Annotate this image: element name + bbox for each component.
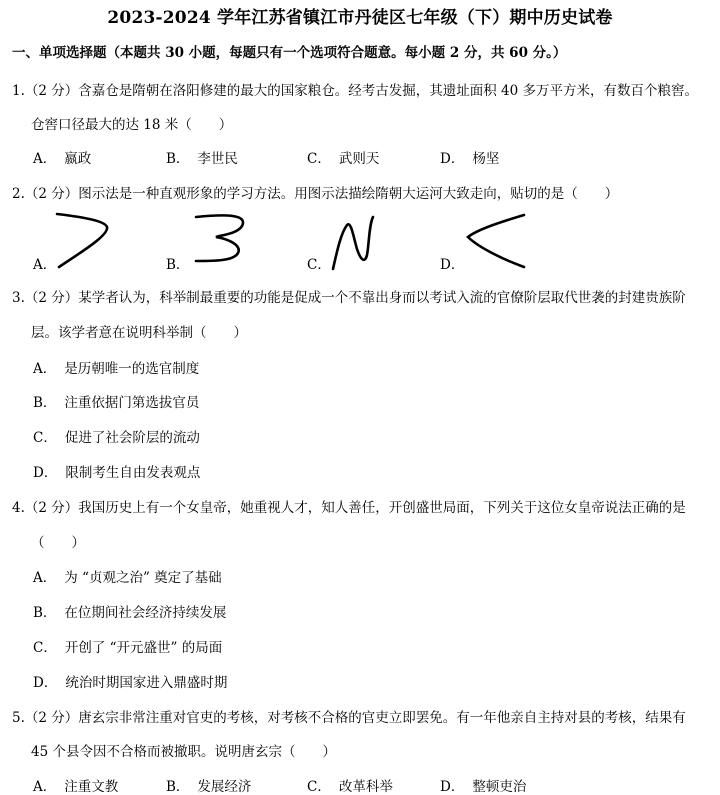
question-5-line-1: 5.（2 分）唐玄宗非常注重对官吏的考核，对考核不合格的官吏立即罢免。有一年他亲自主持对县的考核，结果有 bbox=[12, 710, 686, 726]
question-4-option-a[interactable]: A． 为 “贞观之治” 奠定了基础 bbox=[33, 570, 222, 586]
question-2-option-d[interactable]: D． bbox=[440, 211, 540, 273]
question-2-option-a[interactable]: A． bbox=[33, 211, 133, 273]
question-3-line-2: 层。该学者意在说明科举制（ ） bbox=[31, 325, 247, 341]
canal-shape-b-icon bbox=[186, 211, 256, 271]
question-2-option-c[interactable]: C． bbox=[307, 211, 407, 273]
canal-shape-d-icon bbox=[460, 211, 530, 271]
question-5-option-b[interactable]: B． 发展经济 bbox=[166, 779, 252, 795]
question-4-option-c[interactable]: C． 开创了 “开元盛世” 的局面 bbox=[33, 640, 223, 656]
question-1-option-a[interactable]: A． 嬴政 bbox=[33, 151, 92, 167]
question-3-option-a[interactable]: A． 是历朝唯一的选官制度 bbox=[33, 361, 200, 377]
canal-shape-c-icon bbox=[327, 211, 397, 271]
section-heading: 一、单项选择题（本题共 30 小题，每题只有一个选项符合题意。每小题 2 分，共 60 分。） bbox=[12, 45, 567, 61]
question-1-line-1: 1.（2 分）含嘉仓是隋朝在洛阳修建的最大的国家粮仓。经考古发掘，其遗址面积 40 多万平方米，有数百个粮窖。 bbox=[12, 83, 699, 99]
question-5-option-a[interactable]: A． 注重文教 bbox=[33, 779, 119, 795]
question-1-option-b[interactable]: B． 李世民 bbox=[166, 151, 238, 167]
question-4-option-d[interactable]: D． 统治时期国家进入鼎盛时期 bbox=[33, 675, 228, 691]
question-1-line-2: 仓窖口径最大的达 18 米（ ） bbox=[31, 117, 233, 133]
question-4-option-b[interactable]: B． 在位期间社会经济持续发展 bbox=[33, 605, 227, 621]
question-3-option-c[interactable]: C． 促进了社会阶层的流动 bbox=[33, 430, 200, 446]
question-2-option-b[interactable]: B． bbox=[166, 211, 266, 273]
question-3-line-1: 3.（2 分）某学者认为，科举制最重要的功能是促成一个不靠出身而以考试入流的官僚阶层取代世袭的封建贵族阶 bbox=[12, 290, 686, 306]
question-5-option-d[interactable]: D． 整顿吏治 bbox=[440, 779, 527, 795]
question-1-option-d[interactable]: D． 杨坚 bbox=[440, 151, 500, 167]
question-3-option-b[interactable]: B． 注重依据门第选拔官员 bbox=[33, 395, 200, 411]
exam-title: 2023-2024 学年江苏省镇江市丹徒区七年级（下）期中历史试卷 bbox=[107, 8, 613, 28]
question-1-option-c[interactable]: C． 武则天 bbox=[307, 151, 380, 167]
question-3-option-d[interactable]: D． 限制考生自由发表观点 bbox=[33, 465, 201, 481]
question-2-line-1: 2.（2 分）图示法是一种直观形象的学习方法。用图示法描绘隋朝大运河大致走向，贴切的是（ ） bbox=[12, 186, 619, 202]
question-5-line-2: 45 个县令因不合格而被撤职。说明唐玄宗（ ） bbox=[31, 744, 336, 760]
canal-shape-a-icon bbox=[53, 211, 123, 271]
question-4-line-1: 4.（2 分）我国历史上有一个女皇帝，她重视人才，知人善任，开创盛世局面，下列关于这位女皇帝说法正确的是 bbox=[12, 500, 686, 516]
question-5-option-c[interactable]: C． 改革科举 bbox=[307, 779, 393, 795]
question-4-line-2: （ ） bbox=[31, 535, 85, 551]
